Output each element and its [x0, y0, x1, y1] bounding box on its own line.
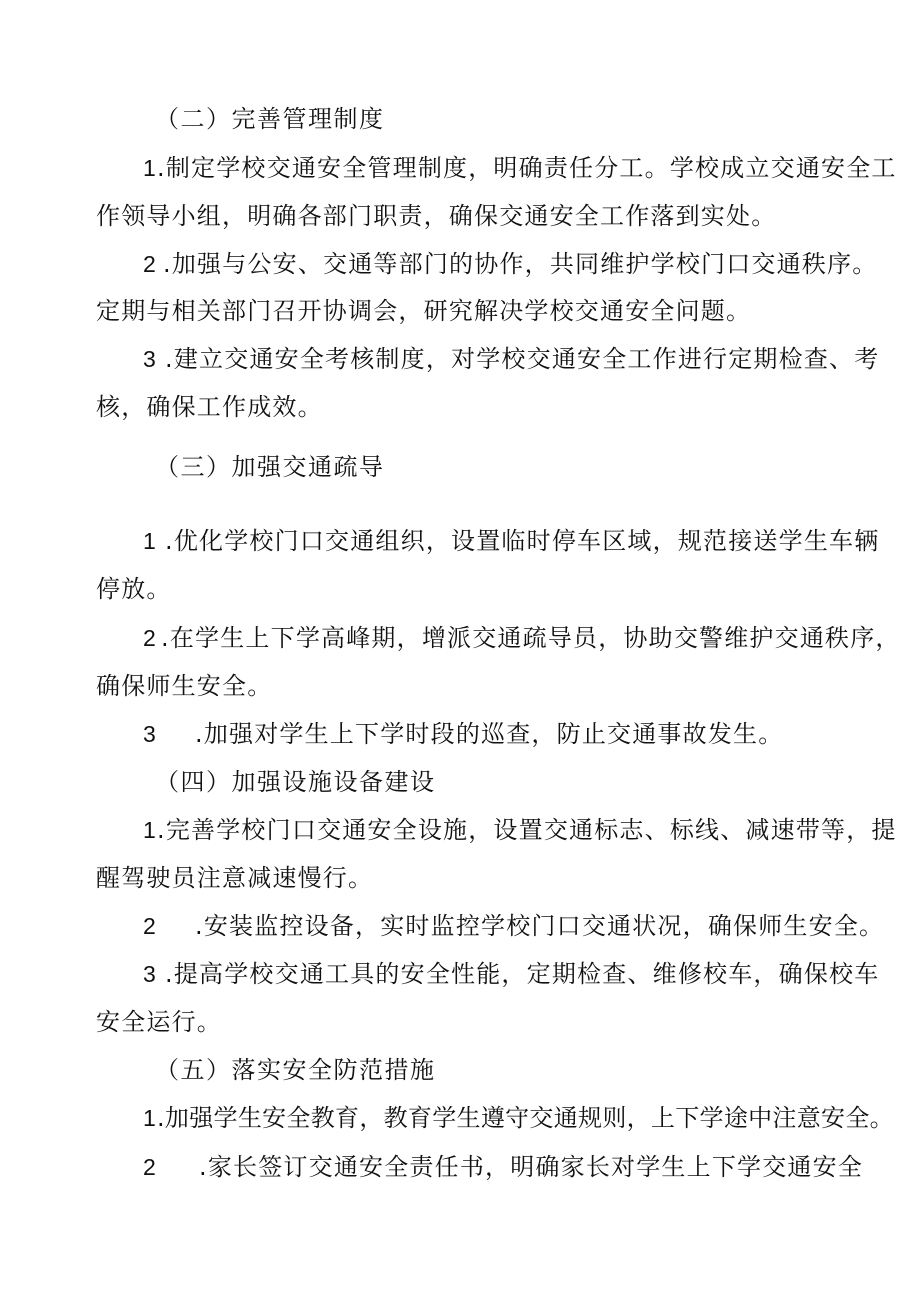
section-heading-3: （三）加强交通疏导: [155, 453, 385, 481]
paragraph-text: .制定学校交通安全管理制度，明确责任分工。学校成立交通安全工: [157, 154, 897, 182]
paragraph-s2-item1-line2: 作领导小组，明确各部门职责，确保交通安全工作落到实处。: [96, 202, 777, 230]
paragraph-text: .优化学校门口交通组织，设置临时停车区域，规范接送学生车辆: [165, 527, 880, 555]
item-number: 2: [143, 1154, 157, 1180]
paragraph-text: .家长签订交通安全责任书，明确家长对学生上下学交通安全: [199, 1153, 864, 1181]
item-number: 2: [143, 251, 157, 277]
paragraph-s4-item3-line2: 安全运行。: [96, 1008, 222, 1036]
paragraph-s4-item2-line1: [143, 911, 884, 941]
paragraph-s4-item1-line1: [143, 815, 897, 845]
item-number: 1: [143, 155, 157, 181]
paragraph-text: .完善学校门口交通安全设施，设置交通标志、标线、减速带等，提: [157, 816, 897, 844]
item-number: 3: [143, 346, 157, 372]
paragraph-s4-item3-line1: [143, 959, 879, 989]
item-number: 3: [143, 961, 157, 987]
paragraph-text: .加强对学生上下学时段的巡查，防止交通事故发生。: [195, 720, 784, 748]
section-heading-5: （五）落实安全防范措施: [155, 1056, 436, 1084]
paragraph-s2-item1-line1: [143, 153, 897, 183]
item-number: 2: [143, 913, 157, 939]
paragraph-text: .加强与公安、交通等部门的协作，共同维护学校门口交通秩序。: [163, 250, 878, 278]
item-number: 2: [143, 625, 157, 651]
paragraph-s3-item1-line1: [143, 526, 879, 556]
paragraph-text: .加强学生安全教育，教育学生遵守交通规则，上下学途中注意安全。: [157, 1104, 894, 1132]
paragraph-s2-item3-line2: 核，确保工作成效。: [96, 393, 323, 421]
paragraph-s4-item1-line2: 醒驾驶员注意减速慢行。: [96, 864, 374, 892]
item-number: 3: [143, 721, 157, 747]
item-number: 1: [143, 817, 157, 843]
section-heading-4: （四）加强设施设备建设: [155, 768, 436, 796]
item-number: 1: [143, 1105, 157, 1131]
paragraph-s3-item1-line2: 停放。: [96, 575, 172, 603]
paragraph-text: .安装监控设备，实时监控学校门口交通状况，确保师生安全。: [195, 912, 885, 940]
paragraph-s3-item2-line1: [143, 623, 901, 653]
paragraph-s3-item2-line2: 确保师生安全。: [96, 672, 273, 700]
section-heading-2: （二）完善管理制度: [155, 105, 385, 133]
paragraph-s2-item3-line1: [143, 344, 879, 374]
paragraph-s5-item2-line1: [143, 1152, 863, 1182]
paragraph-text: .建立交通安全考核制度，对学校交通安全工作进行定期检查、考: [165, 345, 880, 373]
item-number: 1: [143, 528, 157, 554]
paragraph-s2-item2-line1: [143, 249, 877, 279]
paragraph-text: .在学生上下学高峰期，增派交通疏导员，协助交警维护交通秩序，: [161, 624, 901, 652]
paragraph-s5-item1-line1: [143, 1103, 894, 1133]
paragraph-text: .提高学校交通工具的安全性能，定期检查、维修校车，确保校车: [165, 960, 880, 988]
paragraph-s2-item2-line2: 定期与相关部门召开协调会，研究解决学校交通安全问题。: [96, 297, 752, 325]
paragraph-s3-item3-line1: [143, 719, 783, 749]
